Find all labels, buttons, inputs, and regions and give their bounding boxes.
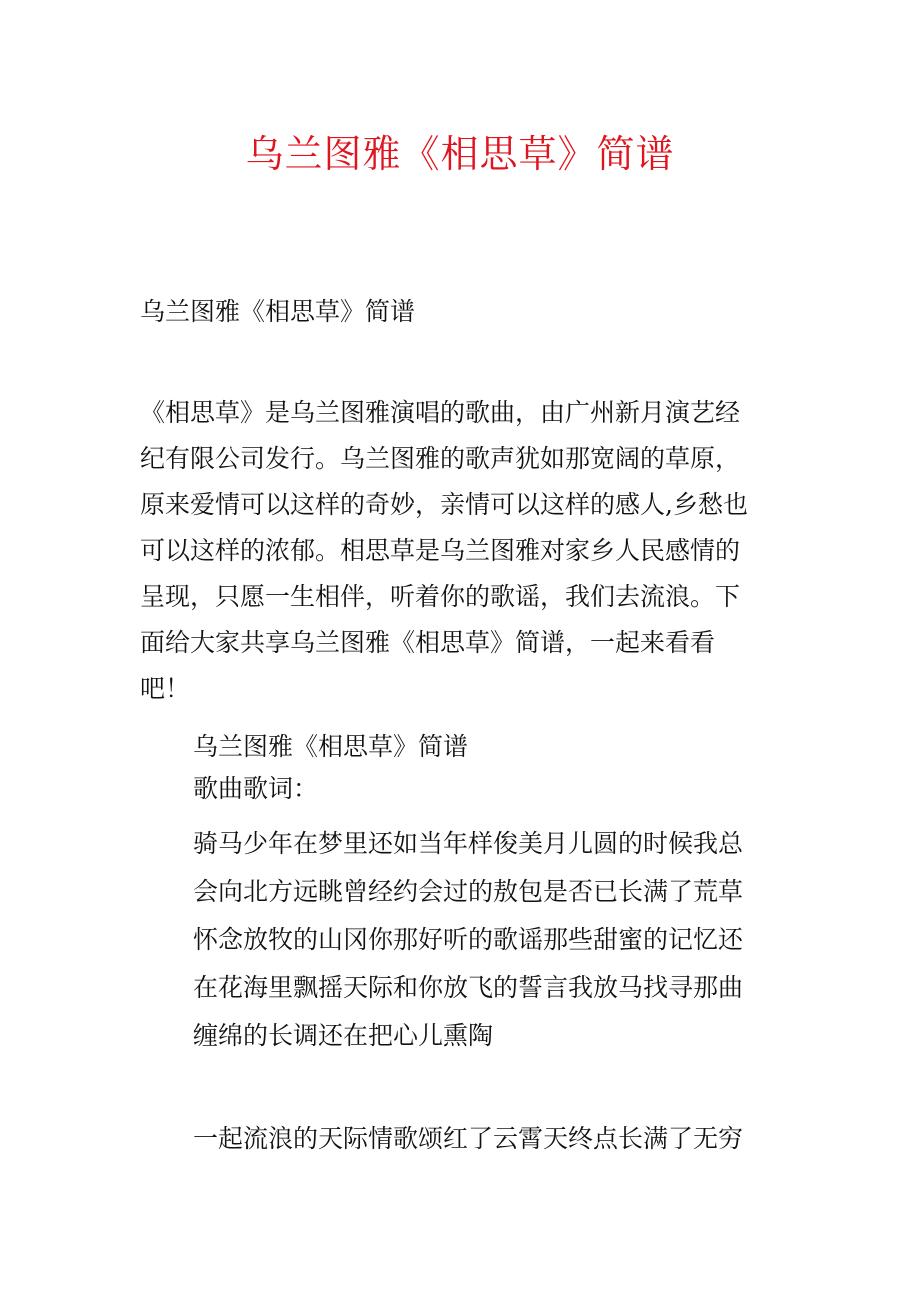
lyrics-line: 缠绵的长调还在把心儿熏陶 [193, 1021, 494, 1050]
intro-line: 原来爱情可以这样的奇妙，亲情可以这样的感人,乡愁也 [140, 490, 748, 519]
lyrics-line: 骑马少年在梦里还如当年样俊美月儿圆的时候我总 [193, 829, 744, 858]
intro-line: 呈现，只愿一生相伴，听着你的歌谣，我们去流浪。下 [140, 582, 741, 611]
lyrics-line: 一起流浪的天际情歌颂红了云霄天终点长满了无穷 [193, 1124, 744, 1153]
intro-line: 纪有限公司发行。乌兰图雅的歌声犹如那宽阔的草原， [140, 444, 741, 473]
document-title: 乌兰图雅《相思草》简谱 [245, 132, 675, 176]
lyrics-block-2 [193, 1116, 793, 1162]
intro-line: 可以这样的浓郁。相思草是乌兰图雅对家乡人民感情的 [140, 536, 741, 565]
lyrics-label: 歌曲歌词： [193, 774, 319, 803]
lyrics-line: 怀念放牧的山冈你那好听的歌谣那些甜蜜的记忆还 [193, 925, 744, 954]
section-heading: 乌兰图雅《相思草》简谱 [193, 732, 469, 761]
lyrics-line: 在花海里飘摇天际和你放飞的誓言我放马找寻那曲 [193, 973, 744, 1002]
intro-line: 《相思草》是乌兰图雅演唱的歌曲，由广州新月演艺经 [140, 398, 741, 427]
intro-line: 面给大家共享乌兰图雅《相思草》简谱，一起来看看 [140, 628, 716, 657]
intro-line: 吧！ [140, 674, 191, 703]
lyrics-line: 会向北方远眺曾经约会过的敖包是否已长满了荒草 [193, 877, 744, 906]
intro-paragraph [140, 390, 790, 712]
lyrics-block [193, 820, 793, 1060]
section-header [193, 726, 793, 810]
document-subtitle: 乌兰图雅《相思草》简谱 [140, 297, 416, 326]
